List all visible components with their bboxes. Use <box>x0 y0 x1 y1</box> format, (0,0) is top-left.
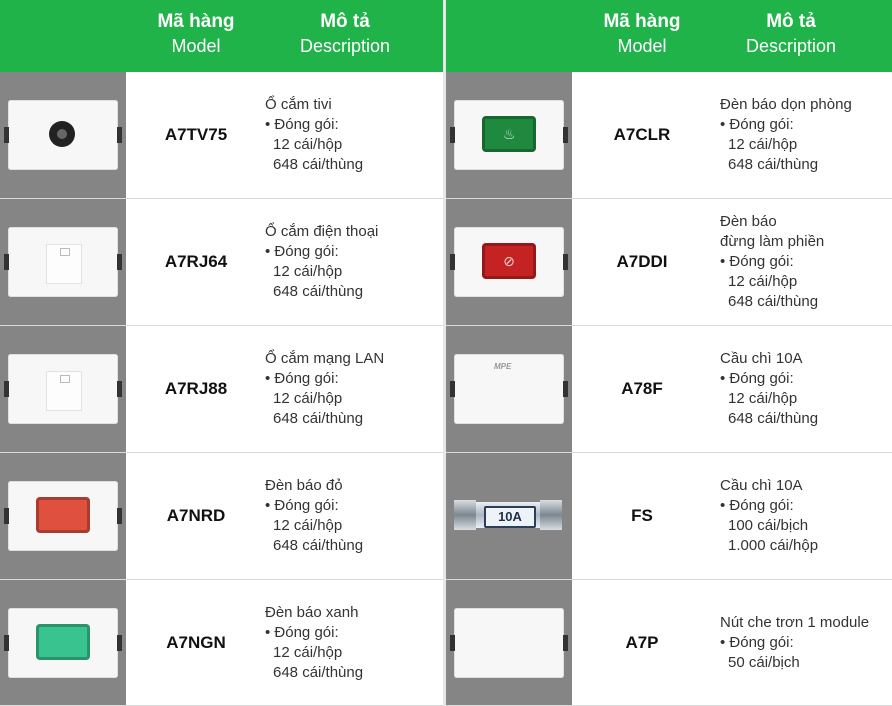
description-header-vi: Mô tả <box>320 11 370 32</box>
description-line: 1.000 cái/hộp <box>728 537 819 554</box>
description-line: 648 cái/thùng <box>273 410 364 427</box>
table-row <box>446 453 892 580</box>
description-line: • Đóng gói: <box>265 370 339 387</box>
description-cell <box>265 72 363 198</box>
description-cell <box>720 199 824 325</box>
description-line: • Đóng gói: <box>265 243 339 260</box>
table-row <box>446 72 892 199</box>
product-name: Ổ cắm điện thoại <box>265 223 379 240</box>
product-image-cell <box>0 199 126 325</box>
product-image-cell <box>446 199 572 325</box>
product-image-cell <box>0 326 126 452</box>
indicator-lens <box>36 497 90 533</box>
model-code: A78F <box>621 379 663 398</box>
model-code: A7NGN <box>166 632 226 652</box>
description-line: • Đóng gói: <box>720 497 794 514</box>
product-image-cell <box>446 326 572 452</box>
description-line: 648 cái/thùng <box>273 156 364 173</box>
mounting-tab <box>117 508 122 524</box>
product-name: Ổ cắm mạng LAN <box>265 350 385 367</box>
description-line: đừng làm phiền <box>720 233 825 250</box>
fuse-end-cap <box>540 500 562 530</box>
green-indicator-icon <box>8 608 118 678</box>
mounting-tab <box>563 635 568 651</box>
description-line: • Đóng gói: <box>720 116 794 133</box>
table-header <box>0 0 443 72</box>
description-line: 50 cái/bịch <box>728 653 800 671</box>
description-column-header <box>270 10 420 58</box>
product-name: Nút che trơn 1 module <box>720 613 870 631</box>
model-code: A7RJ88 <box>164 379 228 398</box>
description-line: • Đóng gói: <box>720 633 794 651</box>
coax-connector <box>49 121 75 147</box>
model-code: FS <box>631 506 653 525</box>
cartridge-fuse-icon <box>454 500 562 530</box>
product-table-right <box>446 0 892 706</box>
product-image-cell <box>0 580 126 705</box>
mounting-tab <box>450 635 455 651</box>
product-image-cell <box>446 453 572 579</box>
description-column-header <box>716 10 866 58</box>
description-line: 648 cái/thùng <box>728 156 819 173</box>
description-header-en: Description <box>299 36 391 56</box>
description-line: 12 cái/hộp <box>728 136 798 153</box>
fuse-holder-icon <box>454 354 564 424</box>
description-cell <box>265 199 378 325</box>
model-header-vi: Mã hàng <box>157 11 235 32</box>
description-line: 648 cái/thùng <box>273 663 364 681</box>
table-row <box>0 72 443 199</box>
description-cell <box>720 453 818 579</box>
jack-symbol <box>60 375 70 383</box>
table-row <box>0 580 443 706</box>
description-line: 648 cái/thùng <box>728 410 819 427</box>
model-header-en: Model <box>617 36 667 56</box>
clean-room-indicator-icon <box>454 100 564 170</box>
description-header-en: Description <box>745 36 837 56</box>
lan-socket-icon <box>8 354 118 424</box>
description-line: 12 cái/hộp <box>728 390 798 407</box>
mounting-tab <box>563 127 568 143</box>
model-code: A7NRD <box>166 506 226 525</box>
description-line: • Đóng gói: <box>720 370 794 387</box>
model-code: A7RJ64 <box>164 252 228 271</box>
product-image-cell <box>446 72 572 198</box>
description-line: • Đóng gói: <box>720 253 794 270</box>
table-row <box>0 199 443 326</box>
brand-mark: MPE <box>494 362 512 371</box>
model-code: A7DDI <box>616 252 668 271</box>
mounting-tab <box>4 254 9 270</box>
description-cell <box>265 453 363 579</box>
description-line: 12 cái/hộp <box>273 517 343 534</box>
model-header-vi: Mã hàng <box>603 11 681 32</box>
table-row <box>446 199 892 326</box>
mounting-tab <box>563 254 568 270</box>
indicator-lens <box>482 243 536 279</box>
fuse-end-cap <box>454 500 476 530</box>
product-image-cell <box>446 580 572 705</box>
model-header-en: Model <box>171 36 221 56</box>
mounting-tab <box>4 635 9 651</box>
description-line: 12 cái/hộp <box>273 136 343 153</box>
description-line: • Đóng gói: <box>265 116 339 133</box>
description-cell <box>265 326 384 452</box>
mounting-tab <box>450 254 455 270</box>
model-column-header <box>572 10 712 58</box>
jack-opening <box>46 244 82 284</box>
description-cell <box>720 580 869 705</box>
mounting-tab <box>450 381 455 397</box>
mounting-tab <box>4 127 9 143</box>
description-header-vi: Mô tả <box>766 11 816 32</box>
model-code: A7P <box>625 632 659 652</box>
product-name: Ổ cắm tivi <box>265 96 332 113</box>
description-line: 12 cái/hộp <box>273 263 343 280</box>
jack-opening <box>46 371 82 411</box>
description-line: 648 cái/thùng <box>273 283 364 300</box>
description-line: 12 cái/hộp <box>728 273 798 290</box>
blank-plate-icon <box>454 608 564 678</box>
tv-socket-icon <box>8 100 118 170</box>
description-line: • Đóng gói: <box>265 623 339 641</box>
product-name: Đèn báo <box>720 213 777 230</box>
mounting-tab <box>117 381 122 397</box>
jack-symbol <box>60 248 70 256</box>
product-name: Đèn báo xanh <box>265 603 359 621</box>
description-cell <box>265 580 363 705</box>
mounting-tab <box>563 381 568 397</box>
description-line: 648 cái/thùng <box>728 293 819 310</box>
product-table-left <box>0 0 443 706</box>
table-row <box>446 326 892 453</box>
product-name: Đèn báo đỏ <box>265 477 343 494</box>
model-code: A7TV75 <box>164 125 228 144</box>
mounting-tab <box>117 254 122 270</box>
no-disturb-symbol: ⊘ <box>503 253 515 269</box>
do-not-disturb-indicator-icon <box>454 227 564 297</box>
product-name: Đèn báo dọn phòng <box>720 96 852 113</box>
indicator-lens <box>482 116 536 152</box>
fuse-rating-label: 10A <box>484 506 536 528</box>
mounting-tab <box>117 127 122 143</box>
description-line: 12 cái/hộp <box>273 643 343 661</box>
product-name: Cầu chì 10A <box>720 350 803 367</box>
product-image-cell <box>0 453 126 579</box>
model-code: A7CLR <box>613 125 671 144</box>
description-cell <box>720 326 818 452</box>
mounting-tab <box>117 635 122 651</box>
broom-symbol: ♨ <box>503 126 516 142</box>
table-row <box>0 453 443 580</box>
table-header <box>446 0 892 72</box>
indicator-lens <box>36 624 90 660</box>
product-image-cell <box>0 72 126 198</box>
description-line: 648 cái/thùng <box>273 537 364 554</box>
description-line: 100 cái/bịch <box>728 517 809 534</box>
table-row <box>446 580 892 706</box>
mounting-tab <box>4 381 9 397</box>
phone-socket-icon <box>8 227 118 297</box>
description-cell <box>720 72 852 198</box>
mounting-tab <box>4 508 9 524</box>
mounting-tab <box>450 127 455 143</box>
description-line: • Đóng gói: <box>265 497 339 514</box>
model-column-header <box>126 10 266 58</box>
product-name: Cầu chì 10A <box>720 477 803 494</box>
table-row <box>0 326 443 453</box>
red-indicator-icon <box>8 481 118 551</box>
description-line: 12 cái/hộp <box>273 390 343 407</box>
